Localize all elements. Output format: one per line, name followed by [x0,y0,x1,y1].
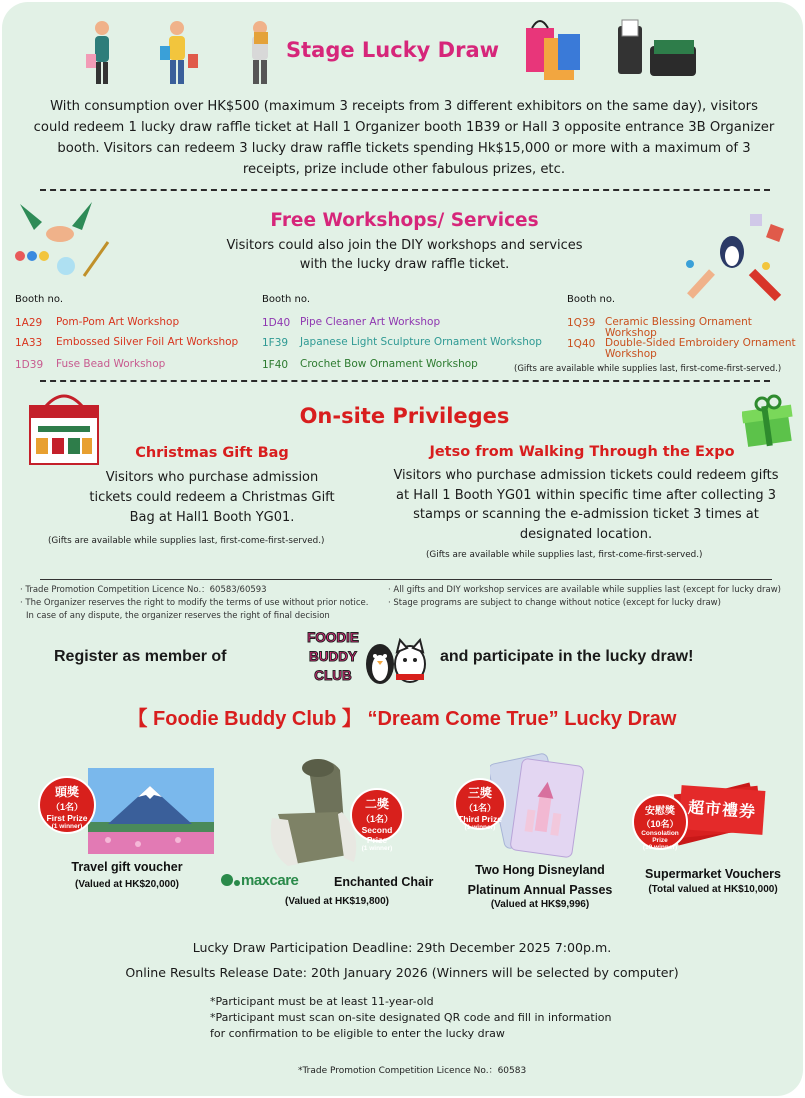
terms-line: · Stage programs are subject to change without notice (except for lucky draw) [388,598,721,608]
terms-line: · Trade Promotion Competition Licence No.：60583/60593 [20,585,267,595]
consolation-prize-badge: 安慰獎 （10名） Consolation Prize (10 winner) [632,794,688,850]
logo-line: BUDDY [308,649,357,664]
booth-header-col1: Booth no. [15,294,63,305]
craft-hands-illustration [12,200,117,280]
workshop-name: Ceramic Blessing Ornament Workshop [605,316,752,339]
licence-text: *Trade Promotion Competition Licence No.：60583 [298,1066,527,1076]
workshop-name: Double-Sided Embroidery Ornament Workshop [605,337,796,360]
terms-line: · The Organizer reserves the right to modify the terms of use without prior notice. [20,598,369,608]
third-prize-badge: 三獎 （1名） Third Prize (1 winner) [454,778,506,830]
deadline-text: Lucky Draw Participation Deadline: 29th December 2025 7:00p.m. [192,940,612,955]
shopping-bags-wallet-illustration [524,16,724,86]
penguin-craft-illustration [682,212,792,302]
section-divider [40,380,770,382]
first-prize-badge: 頭獎 （1名） First Prize (1 winner) [38,776,96,834]
penguin-cat-mascot-icon [360,630,432,690]
terms-left [20,584,390,623]
prize-title: Two Hong Disneyland Platinum Annual Passes [467,863,613,897]
gift-bag-note: (Gifts are available while supplies last, first-come-first-served.) [48,536,325,546]
workshops-title: Free Workshops/ Services [270,210,539,231]
note-line: for confirmation to be eligible to enter the lucky draw [210,1027,505,1040]
second-prize-badge: 二獎 （1名） Second Prize (1 winner) [350,788,404,842]
jetso-title: Jetso from Walking Through the Expo [429,444,735,460]
results-text: Online Results Release Date: 20th January 2026 (Winners will be selected by computer) [125,965,679,980]
promo-card [2,2,803,1096]
prize-value: (Valued at HK$19,800) [285,896,389,907]
mount-fuji-photo [88,768,214,854]
christmas-gift-bag-image [26,392,102,468]
register-text-before: Register as member of [54,648,227,665]
note-line: *Participant must be at least 11-year-old [210,995,434,1008]
booth-header-col2: Booth no. [262,294,310,305]
booth-code: 1Q39 [567,317,596,329]
gift-bag-title: Christmas Gift Bag [135,445,289,461]
booth-code: 1Q40 [567,338,596,350]
workshop-name: Fuse Bead Workshop [56,358,166,370]
workshops-note: (Gifts are available while supplies last, first-come-first-served.) [514,364,782,374]
voucher-card-text: 超市禮券 [679,785,766,835]
privileges-title: On-site Privileges [299,404,510,428]
booth-code: 1A33 [15,337,43,349]
workshop-name: Embossed Silver Foil Art Workshop [56,336,239,348]
workshop-name: Japanese Light Sculpture Ornament Workshop [300,336,542,348]
prize-value: (Total valued at HK$10,000) [648,884,778,895]
note-line: *Participant must scan on-site designated QR code and fill in information [210,1011,612,1024]
booth-code: 1D40 [262,317,291,329]
terms-divider [40,579,772,580]
logo-line: FOODIE [307,630,359,645]
maxcare-logo-icon [220,873,242,887]
prize-value: (Valued at HK$20,000) [75,879,179,890]
workshop-name: Pipe Cleaner Art Workshop [300,316,441,328]
stage-body: With consumption over HK$500 (maximum 3 receipts from 3 different exhibitors on the same day), visitors could redeem 1 lucky draw raffle ticket at Hall 1 Organizer booth 1B39 or Hall 3 opposite entrance 3B Organizer booth. Visitors can redeem 3 lucky draw raffle tickets spending Hk$15,000 or more with a maximum of 3 receipts, prize include other fabulous prizes, etc. [33,99,775,177]
participant-notes [210,994,710,1042]
section-divider [40,189,770,191]
booth-code: 1D39 [15,359,44,371]
prize-value: (Valued at HK$9,996) [490,899,590,910]
terms-right [388,584,800,610]
booth-code: 1F40 [262,359,289,371]
shoppers-illustration [82,14,282,94]
stage-title: Stage Lucky Draw [286,38,500,62]
prize-title: Travel gift voucher [71,860,183,874]
register-text-after: and participate in the lucky draw! [440,648,694,665]
foodie-buddy-club-logo [296,626,436,692]
jetso-body: Visitors who purchase admission tickets could redeem gifts at Hall 1 Booth YG01 within specific time after collecting 3 stamps or scanning the e-admission ticket 3 times at designated location. [393,468,779,542]
maxcare-brand: maxcare [241,872,299,889]
workshop-name: Crochet Bow Ornament Workshop [300,358,478,370]
logo-line: CLUB [314,668,352,683]
lucky-draw-title: 【 Foodie Buddy Club 】 “Dream Come True” Lucky Draw [127,708,677,730]
terms-line: · All gifts and DIY workshop services are available while supplies last (except for lucky draw) [388,585,781,595]
booth-code: 1F39 [262,337,289,349]
gift-bag-body: Visitors who purchase admission tickets could redeem a Christmas Gift Bag at Hall1 Booth YG01. [89,470,335,525]
prize-title: Enchanted Chair [334,875,434,889]
prize-title: Supermarket Vouchers [645,867,781,881]
booth-header-col3: Booth no. [567,294,615,305]
green-gift-box-icon [742,394,794,448]
terms-line: In case of any dispute, the organizer reserves the right of final decision [26,611,330,621]
jetso-note: (Gifts are available while supplies last, first-come-first-served.) [426,550,703,560]
booth-code: 1A29 [15,317,43,329]
workshops-body: Visitors could also join the DIY workshops and services with the lucky draw raffle ticket. [226,238,583,272]
workshop-name: Pom-Pom Art Workshop [56,316,180,328]
